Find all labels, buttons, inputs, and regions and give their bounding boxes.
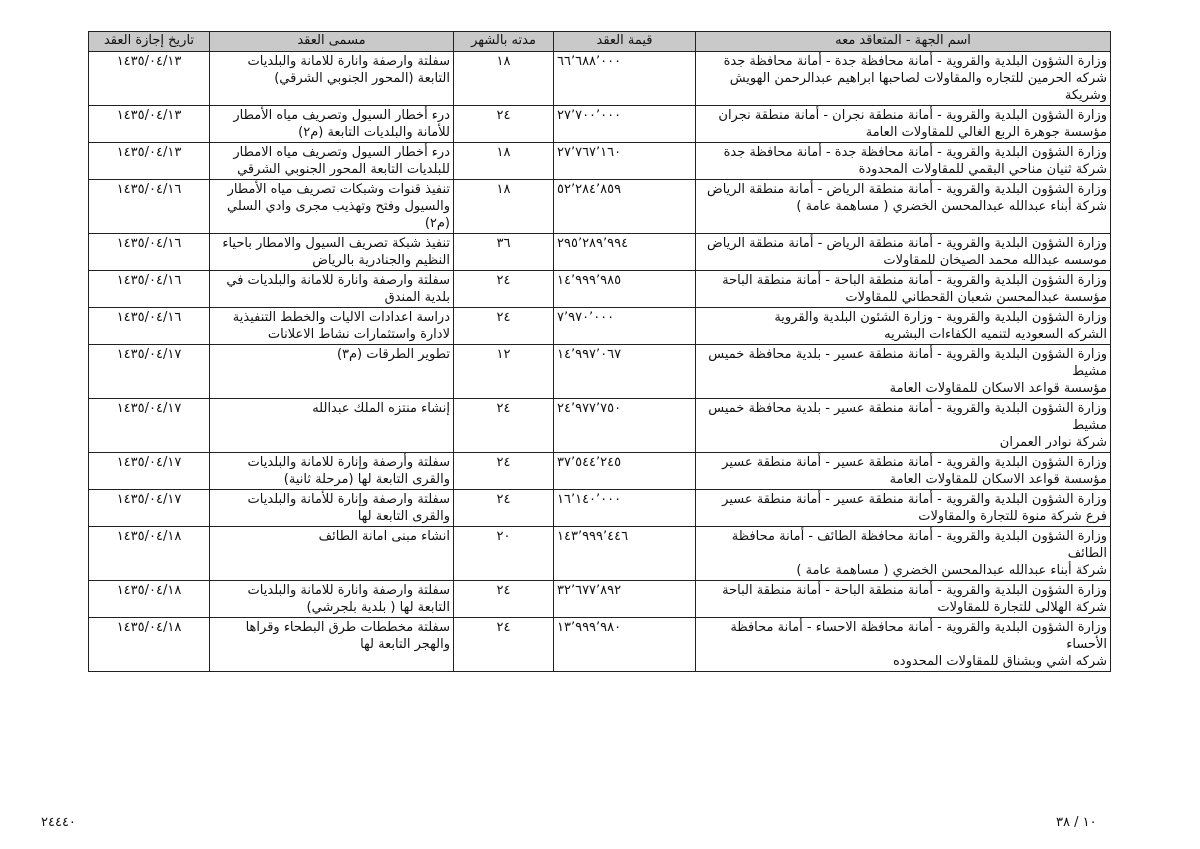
contract-name-cell: إنشاء منتزه الملك عبدالله [210, 399, 454, 453]
entity-cell [696, 308, 1111, 345]
header-date: تاريخ إجازة العقد [89, 32, 210, 52]
contract-value-cell: ٣٢٬٦٧٧٬٨٩٢ [554, 581, 696, 618]
contract-name-cell: دراسة اعدادات الاليات والخطط التنفيذية لادارة واستثمارات نشاط الاعلانات [210, 308, 454, 345]
entity-line: وزارة الشؤون البلدية والقروية - أمانة محافظة الاحساء - أمانة محافظة [730, 620, 1107, 635]
contract-value-cell: ٦٦٬٦٨٨٬٠٠٠ [554, 52, 696, 106]
approval-date-cell: ١٤٣٥/٠٤/١٦ [89, 308, 210, 345]
duration-cell: ١٨ [454, 52, 554, 106]
entity-line: وشريكة [1064, 88, 1107, 103]
entity-line: شركة أبناء عبدالله عبدالمحسن الخضري ( مساهمة عامة ) [796, 563, 1107, 578]
entity-cell [696, 527, 1111, 581]
entity-line: وزارة الشؤون البلدية والقروية - أمانة محافظة جدة - أمانة محافظة جدة [723, 145, 1107, 160]
entity-cell [696, 399, 1111, 453]
approval-date-cell: ١٤٣٥/٠٤/١٧ [89, 490, 210, 527]
duration-cell: ٢٤ [454, 581, 554, 618]
table-row [89, 308, 1111, 345]
entity-line: الأحساء [1066, 637, 1107, 652]
approval-date-cell: ١٤٣٥/٠٤/١٨ [89, 581, 210, 618]
entity-line: وزارة الشؤون البلدية والقروية - أمانة منطقة عسير - بلدية محافظة خميس [708, 401, 1107, 416]
entity-line: وزارة الشؤون البلدية والقروية - أمانة منطقة عسير - بلدية محافظة خميس [708, 347, 1107, 362]
contract-name-cell: سفلتة وأرصفة وإنارة للامانة والبلديات والقرى التابعة لها (مرحلة ثانية) [210, 453, 454, 490]
contract-value-cell: ١٤٣٬٩٩٩٬٤٤٦ [554, 527, 696, 581]
entity-cell [696, 106, 1111, 143]
contract-value-cell: ٥٢٬٢٨٤٬٨٥٩ [554, 180, 696, 234]
approval-date-cell: ١٤٣٥/٠٤/١٧ [89, 399, 210, 453]
entity-line: وزارة الشؤون البلدية والقروية - أمانة منطقة نجران - أمانة منطقة نجران [718, 108, 1107, 123]
contract-value-cell: ١٤٬٩٩٧٬٠٦٧ [554, 345, 696, 399]
contract-value-cell: ٢٩٥٬٢٨٩٬٩٩٤ [554, 234, 696, 271]
entity-cell [696, 271, 1111, 308]
entity-line: مؤسسة عبدالمحسن شعبان القحطاني للمقاولات [845, 290, 1107, 305]
contract-name-cell: درء أخطار السيول وتصريف مياه الامطار للبلديات التابعة المحور الجنوبي الشرقي [210, 143, 454, 180]
table-row [89, 234, 1111, 271]
header-contract-name: مسمى العقد [210, 32, 454, 52]
contract-value-cell: ٢٤٬٩٧٧٬٧٥٠ [554, 399, 696, 453]
table-row [89, 52, 1111, 106]
header-value: قيمة العقد [554, 32, 696, 52]
contract-value-cell: ٢٧٬٧٦٧٬١٦٠ [554, 143, 696, 180]
table-row [89, 106, 1111, 143]
contract-value-cell: ٢٧٬٧٠٠٬٠٠٠ [554, 106, 696, 143]
approval-date-cell: ١٤٣٥/٠٤/١٧ [89, 345, 210, 399]
footer-number: ٢٤٤٤٠ [41, 815, 76, 830]
contract-name-cell: تنفيذ شبكة تصريف السيول والامطار باحياء النظيم والجنادرية بالرياض [210, 234, 454, 271]
entity-line: شركة نوادر العمران [999, 435, 1107, 450]
entity-cell [696, 490, 1111, 527]
contract-value-cell: ٣٧٬٥٤٤٬٢٤٥ [554, 453, 696, 490]
duration-cell: ١٨ [454, 180, 554, 234]
duration-cell: ٢٠ [454, 527, 554, 581]
approval-date-cell: ١٤٣٥/٠٤/١٣ [89, 143, 210, 180]
entity-cell [696, 453, 1111, 490]
entity-line: وزارة الشؤون البلدية والقروية - أمانة محافظة الطائف - أمانة محافظة [731, 529, 1107, 544]
duration-cell: ٢٤ [454, 308, 554, 345]
table-row [89, 143, 1111, 180]
contract-value-cell: ١٦٬١٤٠٬٠٠٠ [554, 490, 696, 527]
duration-cell: ٢٤ [454, 490, 554, 527]
contract-name-cell: تنفيذ قنوات وشبكات تصريف مياه الأمطار والسيول وفتح وتهذيب مجرى وادي السلي (م٢) [210, 180, 454, 234]
entity-cell [696, 618, 1111, 672]
entity-line: وزارة الشؤون البلدية والقروية - أمانة منطقة الرياض - أمانة منطقة الرياض [706, 182, 1107, 197]
duration-cell: ٢٤ [454, 399, 554, 453]
entity-line: الشركه السعوديه لتنميه الكفاءات البشريه [884, 327, 1107, 342]
entity-line: وزارة الشؤون البلدية والقروية - وزارة الشئون البلدية والقروية [774, 310, 1107, 325]
contract-name-cell: سفلتة وارصفة وإنارة للأمانة والبلديات والقرى التابعة لها [210, 490, 454, 527]
entity-line: شركة ثنيان مناحي البقمي للمقاولات المحدودة [858, 162, 1107, 177]
approval-date-cell: ١٤٣٥/٠٤/١٨ [89, 527, 210, 581]
duration-cell: ٢٤ [454, 453, 554, 490]
header-entity: اسم الجهة - المتعاقد معه [696, 32, 1111, 52]
entity-line: وزارة الشؤون البلدية والقروية - أمانة محافظة جدة - أمانة محافظة جدة [723, 54, 1107, 69]
duration-cell: ١٨ [454, 143, 554, 180]
contract-name-cell: سفلتة مخططات طرق البطحاء وقراها والهجر التابعة لها [210, 618, 454, 672]
table-row [89, 271, 1111, 308]
entity-line: شركه الحرمين للتجاره والمقاولات لصاحبها ابراهيم عبدالرحمن الهويش [729, 71, 1107, 86]
table-body [89, 52, 1111, 672]
entity-line: وزارة الشؤون البلدية والقروية - أمانة منطقة الباحة - أمانة منطقة الباحة [722, 583, 1107, 598]
table-row [89, 453, 1111, 490]
contract-value-cell: ٧٬٩٧٠٬٠٠٠ [554, 308, 696, 345]
entity-line: مشيط [1072, 418, 1107, 433]
contract-name-cell: سفلتة وارصفة وانارة للامانة والبلديات التابعة (المحور الجنوبي الشرقي) [210, 52, 454, 106]
contract-name-cell: تطوير الطرقات (م٣) [210, 345, 454, 399]
contract-name-cell: انشاء مبنى امانة الطائف [210, 527, 454, 581]
entity-line: شركة الهلالى للتجارة للمقاولات [937, 600, 1107, 615]
entity-line: فرع شركة منوة للتجارة والمقاولات [918, 509, 1107, 524]
table-header-row [89, 32, 1111, 52]
contract-name-cell: سفلتة وارصفة وانارة للامانة والبلديات التابعة لها ( بلدية بلجرشي) [210, 581, 454, 618]
approval-date-cell: ١٤٣٥/٠٤/١٨ [89, 618, 210, 672]
table-row [89, 581, 1111, 618]
entity-cell [696, 345, 1111, 399]
entity-line: وزارة الشؤون البلدية والقروية - أمانة منطقة الباحة - أمانة منطقة الباحة [722, 273, 1107, 288]
entity-cell [696, 143, 1111, 180]
duration-cell: ٢٤ [454, 271, 554, 308]
entity-line: مشيط [1072, 364, 1107, 379]
entity-line: وزارة الشؤون البلدية والقروية - أمانة منطقة الرياض - أمانة منطقة الرياض [706, 236, 1107, 251]
contract-name-cell: سفلتة وارصفة وانارة للامانة والبلديات في بلدية المندق [210, 271, 454, 308]
duration-cell: ٢٤ [454, 618, 554, 672]
contract-value-cell: ١٤٬٩٩٩٬٩٨٥ [554, 271, 696, 308]
approval-date-cell: ١٤٣٥/٠٤/١٧ [89, 453, 210, 490]
contracts-table [88, 31, 1111, 672]
table-row [89, 180, 1111, 234]
entity-line: موسسه عبدالله محمد الصيخان للمقاولات [883, 253, 1107, 268]
page-number: ١٠ / ٣٨ [1056, 815, 1097, 830]
entity-line: وزارة الشؤون البلدية والقروية - أمانة منطقة عسير - أمانة منطقة عسير [722, 492, 1107, 507]
entity-line: شركة أبناء عبدالله عبدالمحسن الخضري ( مساهمة عامة ) [796, 199, 1107, 214]
table-row [89, 527, 1111, 581]
contract-name-cell: درء أخطار السيول وتصريف مياه الأمطار للأمانة والبلديات التابعة (م٢) [210, 106, 454, 143]
table-row [89, 618, 1111, 672]
entity-cell [696, 52, 1111, 106]
duration-cell: ٣٦ [454, 234, 554, 271]
header-months: مدته بالشهر [454, 32, 554, 52]
entity-line: الطائف [1067, 546, 1107, 561]
entity-cell [696, 234, 1111, 271]
contract-value-cell: ١٣٬٩٩٩٬٩٨٠ [554, 618, 696, 672]
approval-date-cell: ١٤٣٥/٠٤/١٦ [89, 234, 210, 271]
approval-date-cell: ١٤٣٥/٠٤/١٣ [89, 52, 210, 106]
table-row [89, 345, 1111, 399]
table-row [89, 490, 1111, 527]
entity-cell [696, 180, 1111, 234]
entity-cell [696, 581, 1111, 618]
duration-cell: ١٢ [454, 345, 554, 399]
approval-date-cell: ١٤٣٥/٠٤/١٦ [89, 271, 210, 308]
entity-line: وزارة الشؤون البلدية والقروية - أمانة منطقة عسير - أمانة منطقة عسير [722, 455, 1107, 470]
entity-line: مؤسسة جوهرة الربع الغالي للمقاولات العامة [865, 125, 1107, 140]
entity-line: مؤسسة قواعد الاسكان للمقاولات العامة [889, 381, 1107, 396]
approval-date-cell: ١٤٣٥/٠٤/١٦ [89, 180, 210, 234]
approval-date-cell: ١٤٣٥/٠٤/١٣ [89, 106, 210, 143]
entity-line: شركه اشي وبشناق للمقاولات المحدوده [893, 654, 1107, 669]
duration-cell: ٢٤ [454, 106, 554, 143]
table-row [89, 399, 1111, 453]
entity-line: مؤسسة قواعد الاسكان للمقاولات العامة [889, 472, 1107, 487]
